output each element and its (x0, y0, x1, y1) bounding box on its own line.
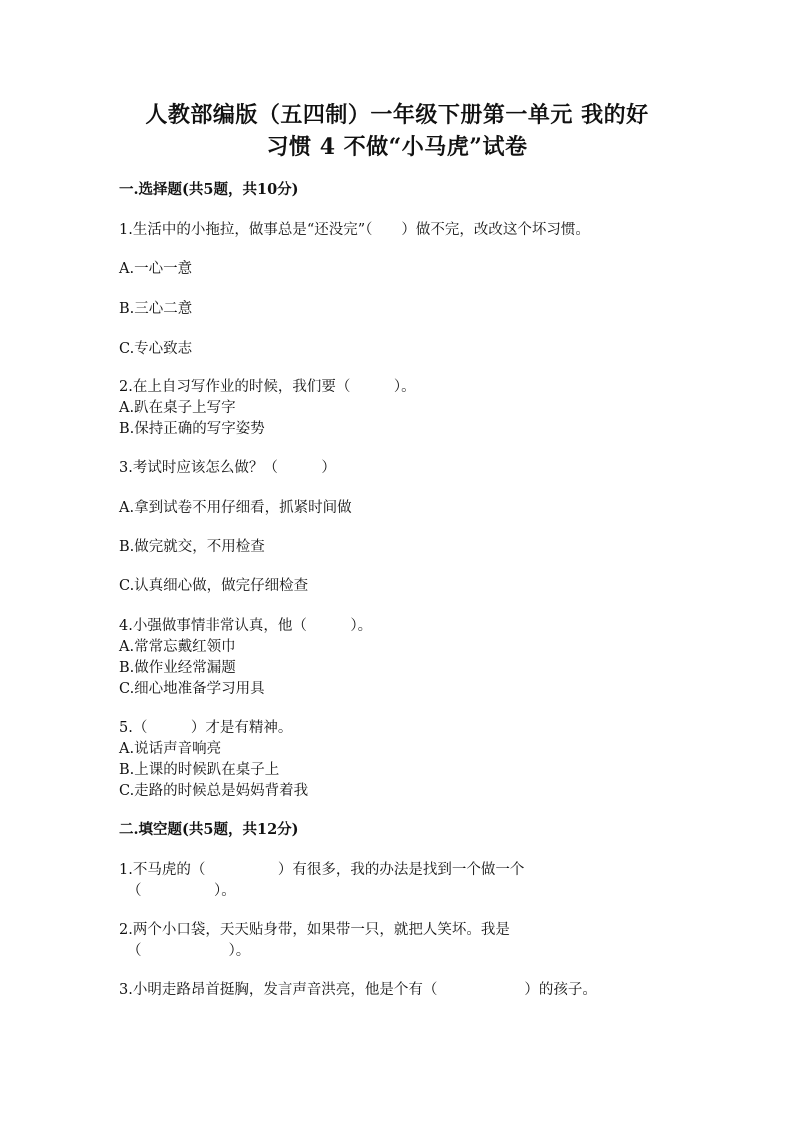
question-stem: 1.生活中的小拖拉，做事总是“还没完”（ ）做不完，改改这个坏习惯。 (119, 222, 590, 238)
answer-option: A.常常忘戴红领巾 (119, 639, 236, 655)
answer-option: C.细心地准备学习用具 (119, 681, 265, 697)
answer-option: B.做完就交，不用检查 (119, 539, 265, 555)
answer-option: B.做作业经常漏题 (119, 660, 236, 676)
answer-option: B.三心二意 (119, 301, 193, 317)
section-heading-multiple-choice: 一.选择题(共5题，共10分) (119, 181, 299, 198)
section-heading-fill-in-blank: 二.填空题(共5题，共12分) (119, 821, 299, 838)
fill-question-line: （ ）。 (127, 883, 236, 899)
exam-title-line-2: 习惯 4 不做“小马虎”试卷 (266, 134, 528, 160)
answer-option: A.说话声音响亮 (119, 741, 222, 757)
answer-option: C.专心致志 (119, 341, 193, 357)
answer-option: A.一心一意 (119, 261, 193, 277)
question-stem: 2.在上自习写作业的时候，我们要（ ）。 (119, 379, 416, 395)
answer-option: C.走路的时候总是妈妈背着我 (119, 783, 309, 799)
fill-question-line: 2.两个小口袋，天天贴身带，如果带一只，就把人笑坏。我是 (119, 922, 510, 938)
answer-option: C.认真细心做，做完仔细检查 (119, 578, 309, 594)
answer-option: A.拿到试卷不用仔细看，抓紧时间做 (119, 500, 352, 516)
answer-option: A.趴在桌子上写字 (119, 400, 236, 416)
question-stem: 5.（ ）才是有精神。 (119, 720, 293, 736)
answer-option: B.上课的时候趴在桌子上 (119, 762, 280, 778)
fill-question-line: （ ）。 (127, 943, 251, 959)
exam-title-line-1: 人教部编版（五四制）一年级下册第一单元 我的好 (145, 102, 649, 128)
question-stem: 4.小强做事情非常认真，他（ ）。 (119, 618, 373, 634)
fill-question-line: 1.不马虎的（ ）有很多，我的办法是找到一个做一个 (119, 862, 525, 878)
answer-option: B.保持正确的写字姿势 (119, 421, 265, 437)
question-stem: 3.考试时应该怎么做？（ ） (119, 460, 336, 476)
fill-question-line: 3.小明走路昂首挺胸，发言声音洪亮，他是个有（ ）的孩子。 (119, 982, 597, 998)
